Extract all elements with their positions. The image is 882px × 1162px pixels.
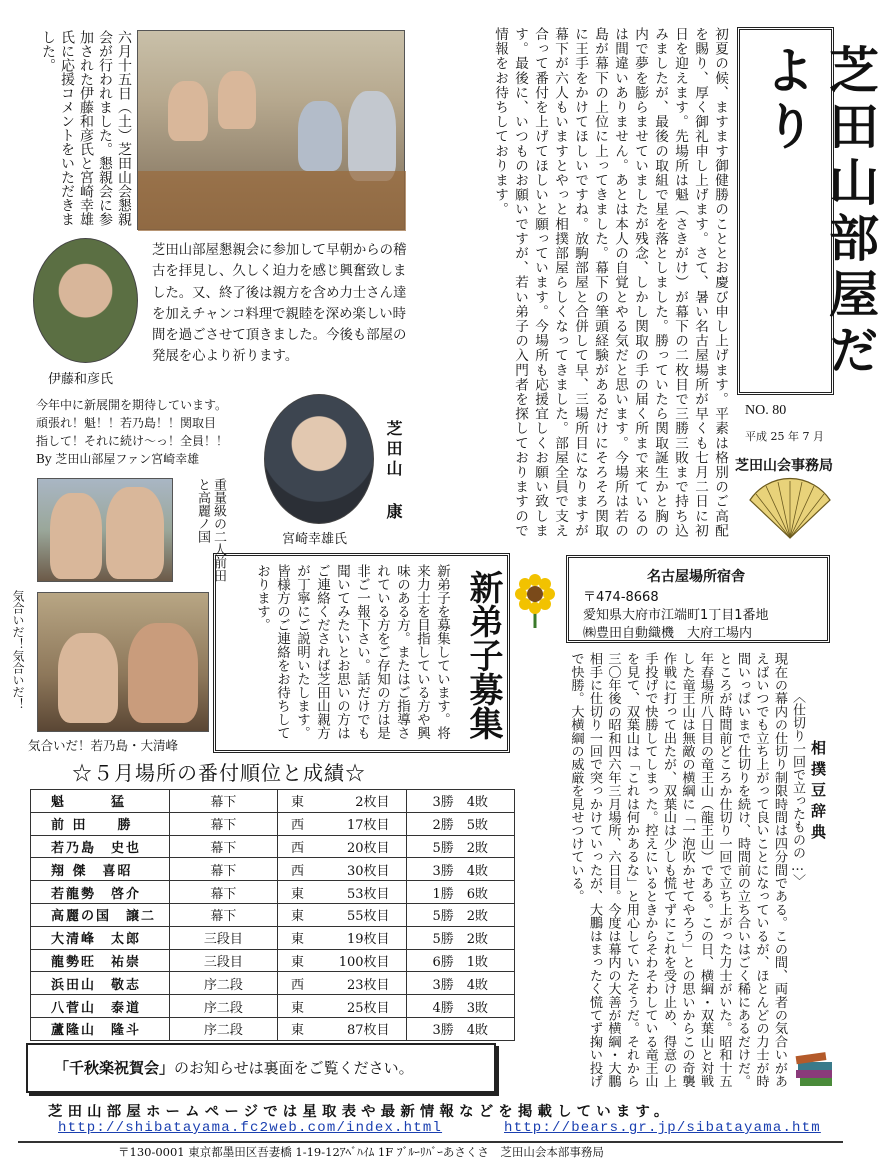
banzuke-div: 三段目	[169, 949, 277, 972]
footer-address: 〒130-0001 東京都墨田区吾妻橋 1-19-12ｱﾍﾞﾊｲﾑ 1F ﾌﾞﾙｰﾘﾊﾞｰあさくさ 芝田山会本部事務局	[118, 1145, 604, 1159]
publisher: 芝田山会事務局	[735, 458, 833, 474]
party-photo	[137, 30, 405, 230]
banzuke-name: 龍勢旺 祐崇	[31, 949, 170, 972]
banzuke-pos: 2枚目	[317, 790, 406, 813]
miyazaki-line-2: 頑張れ！魁！！若乃島！！関取目	[36, 416, 217, 430]
banzuke-pos: 17枚目	[317, 812, 406, 835]
banzuke-pos: 53枚目	[317, 881, 406, 904]
party-caption: 六月十五日（土）芝田山会懇親会が行われました。懇親会に参加された伊藤和彦氏と宮崎幸雄氏に応援コメントをいただきました。	[40, 30, 132, 226]
glossary-subtitle: 〈仕切り一回で立ったものの…〉	[790, 690, 805, 887]
recruit-title: 新弟子募集	[463, 570, 503, 740]
lodging-address: 愛知県大府市江端町1丁目1番地	[583, 608, 769, 623]
miyazaki-line-3: 指して！それに続け〜っ！全員！！	[36, 434, 229, 448]
sunflower-icon	[514, 574, 556, 628]
banzuke-name: 前 田 勝	[31, 812, 170, 835]
lodging-company: ㈱豊田自動織機 大府工場内	[583, 626, 753, 641]
senshuraku-notice	[26, 1043, 496, 1093]
banzuke-name: 若乃島 史也	[31, 835, 170, 858]
banzuke-rec: 3勝 4敗	[406, 790, 514, 813]
miyazaki-portrait	[264, 394, 374, 524]
banzuke-row	[31, 972, 515, 995]
banzuke-rec: 4勝 3敗	[406, 995, 514, 1018]
banzuke-rec: 5勝 2敗	[406, 835, 514, 858]
recruit-body: 新弟子を募集しています。将来力士を目指している方や興味のある方。またはご指導されている方をご存知の方は是非ご一報下さい。話だけでも聞いてみたいとお思いの方はご連絡くだされば芝田山親方が丁寧にご説明いたします。皆様方のご連絡をお待ちしております。	[254, 564, 450, 740]
banzuke-side: 東	[277, 949, 317, 972]
banzuke-div: 序二段	[169, 995, 277, 1018]
lodging-title: 名古屋場所宿舎	[647, 569, 745, 585]
bears-link[interactable]: http://bears.gr.jp/sibatayama.htm	[504, 1120, 821, 1136]
banzuke-pos: 25枚目	[317, 995, 406, 1018]
banzuke-row	[31, 790, 515, 813]
banzuke-row	[31, 903, 515, 926]
miyazaki-line-1: 今年中に新展開を期待しています。	[36, 398, 228, 412]
books-icon	[792, 1040, 836, 1090]
banzuke-div: 幕下	[169, 858, 277, 881]
banzuke-pos: 87枚目	[317, 1017, 406, 1040]
miyazaki-comment	[36, 396, 276, 468]
senshuraku-label: 「千秋楽祝賀会」	[54, 1059, 175, 1077]
footer-rule	[18, 1141, 843, 1143]
banzuke-side: 東	[277, 995, 317, 1018]
kiai-photo	[37, 592, 209, 732]
kiai-caption: 気合いだ！気合いだ！	[11, 590, 25, 710]
folding-fan-icon	[748, 478, 833, 540]
banzuke-rec: 3勝 4敗	[406, 972, 514, 995]
banzuke-pos: 23枚目	[317, 972, 406, 995]
banzuke-name: 八菅山 泰道	[31, 995, 170, 1018]
banzuke-rec: 5勝 2敗	[406, 926, 514, 949]
banzuke-pos: 19枚目	[317, 926, 406, 949]
calligraphy-signature: 芝田山 康	[384, 420, 403, 523]
glossary-title: 相撲豆辞典	[809, 740, 827, 845]
banzuke-row	[31, 926, 515, 949]
miyazaki-line-4: By 芝田山部屋ファン宮崎幸雄	[36, 452, 200, 466]
masthead-title: 芝田山部屋だより	[757, 44, 880, 380]
banzuke-row	[31, 835, 515, 858]
banzuke-side: 東	[277, 903, 317, 926]
banzuke-name: 蘆隆山 隆斗	[31, 1017, 170, 1040]
banzuke-div: 序二段	[169, 972, 277, 995]
banzuke-name: 翔 傑 喜昭	[31, 858, 170, 881]
lodging-box	[566, 555, 830, 643]
banzuke-name: 高麗の国 譲二	[31, 903, 170, 926]
senshuraku-rest: のお知らせは裏面をご覧ください。	[174, 1059, 414, 1077]
banzuke-side: 西	[277, 812, 317, 835]
banzuke-rec: 1勝 6敗	[406, 881, 514, 904]
banzuke-div: 幕下	[169, 812, 277, 835]
masthead-box	[737, 27, 880, 395]
banzuke-side: 西	[277, 972, 317, 995]
recruit-box	[213, 553, 510, 753]
heavyweights-photo	[37, 478, 173, 582]
issue-date: 平成 25 年 7 月	[745, 430, 824, 443]
banzuke-pos: 55枚目	[317, 903, 406, 926]
banzuke-rec: 5勝 2敗	[406, 903, 514, 926]
banzuke-rec: 2勝 5敗	[406, 812, 514, 835]
banzuke-side: 東	[277, 926, 317, 949]
banzuke-side: 東	[277, 1017, 317, 1040]
banzuke-div: 幕下	[169, 835, 277, 858]
banzuke-row	[31, 1017, 515, 1040]
banzuke-side: 西	[277, 835, 317, 858]
issue-number: NO. 80	[745, 403, 787, 418]
footer-homepage: 芝田山部屋ホームページでは星取表や最新情報などを掲載しています。	[48, 1103, 674, 1120]
banzuke-div: 幕下	[169, 903, 277, 926]
banzuke-side: 西	[277, 858, 317, 881]
heavyweights-caption: 重量級の二人前田と高麗ノ国	[195, 478, 226, 582]
ito-portrait	[33, 238, 138, 363]
banzuke-row	[31, 812, 515, 835]
homepage-link[interactable]: http://shibatayama.fc2web.com/index.html	[58, 1120, 443, 1136]
banzuke-rec: 6勝 1敗	[406, 949, 514, 972]
banzuke-name: 浜田山 敬志	[31, 972, 170, 995]
lodging-postal: 〒474-8668	[583, 590, 659, 605]
banzuke-rec: 3勝 4敗	[406, 858, 514, 881]
banzuke-div: 三段目	[169, 926, 277, 949]
banzuke-pos: 100枚目	[317, 949, 406, 972]
ito-name: 伊藤和彦氏	[48, 372, 114, 387]
banzuke-div: 幕下	[169, 790, 277, 813]
banzuke-side: 東	[277, 881, 317, 904]
banzuke-side: 東	[277, 790, 317, 813]
greeting-text: 初夏の候、ますます御健勝のこととお慶び申し上げます。平素は格別のご高配を賜り、厚く御礼申し上げます。さて、暑い名古屋場所が早くも七月二日に初日を迎えます。先場所は魁（さきがけ）が幕下の二枚目で三勝三敗まで持ち込みましたが、最後の取組で星を落としました。勝っていたら関取誕生かと胸の内で夢を膨らませていましたが残念、しかし関取の手の届く所まで来ているのは間違いありません。あとは本人の自覚とやる気だと思います。今場所は若の島が幕下の上位に上ってきました。幕下の筆頭経験があるだけにそろそろ関取に王手をかけてほしいですね。放駒部屋と合併して早、三場所目になりますが幕下が六人もいますとやっと相撲部屋らしくなってきました。部屋全員で支え合って番付を上げてほしいと願っています。今場所も応援宜しくお願い致します。最後に、いつものお願いですが、若い弟子の入門者を探しておりますので情報をお待ちしております。	[492, 27, 728, 538]
banzuke-rec: 3勝 4敗	[406, 1017, 514, 1040]
kiai-bottom-caption: 気合いだ！若乃島・大清峰	[28, 738, 179, 753]
banzuke-row	[31, 858, 515, 881]
banzuke-name: 若龍勢 啓介	[31, 881, 170, 904]
banzuke-pos: 30枚目	[317, 858, 406, 881]
banzuke-div: 序二段	[169, 1017, 277, 1040]
miyazaki-name: 宮崎幸雄氏	[282, 532, 348, 547]
banzuke-row	[31, 949, 515, 972]
banzuke-table	[30, 789, 515, 1041]
ito-comment: 芝田山部屋懇親会に参加して早朝からの稽古を拝見し、久しく迫力を感じ興奮致しました。又、終了後は親方を含め力士さん達を加えチャンコ料理で親睦を深め楽しい時間を過ごさせて頂きました。今後も部屋の発展を心より祈ります。	[152, 243, 407, 365]
banzuke-pos: 20枚目	[317, 835, 406, 858]
glossary-body: 現在の幕内の仕切り制限時間は四分間である。この間、両者の気合いがあえばいつでも立ち上がって良いことになっているが、ほとんどの力士が時間いっぱいまで仕切りを続け、時間前の立ち合いはごく稀にあるだけだ。ところが時間前どころか仕切り一回で立ち上がった力士がいた。昭和十五年春場所八日目の竜王山（龍王山）である。この日、横綱・双葉山と対戦した竜王山は無敵の横綱に「一泡吹かせてやろう」との思いからこの奇襲作戦に打って出たが、双葉山は少しも慌てずにこれを受け止め、得意の上手投げで快勝してしまった。控えにいるときからそわそわしている竜王山を見て、双葉山は「これは何かあるな」と用心していたそうだ。それから三〇年後の昭和四六年三月場所、六日目。今度は幕内の大善が横綱・大鵬相手に仕切り一回で突っかけていったが、大鵬はまったく慌てず掬い投げで快勝。大横綱の威厳を見せつけている。	[568, 652, 787, 1088]
banzuke-name: 魁 猛	[31, 790, 170, 813]
banzuke-name: 大清峰 太郎	[31, 926, 170, 949]
banzuke-div: 幕下	[169, 881, 277, 904]
banzuke-title: ☆５月場所の番付順位と成績☆	[72, 761, 366, 785]
banzuke-row	[31, 881, 515, 904]
banzuke-row	[31, 995, 515, 1018]
